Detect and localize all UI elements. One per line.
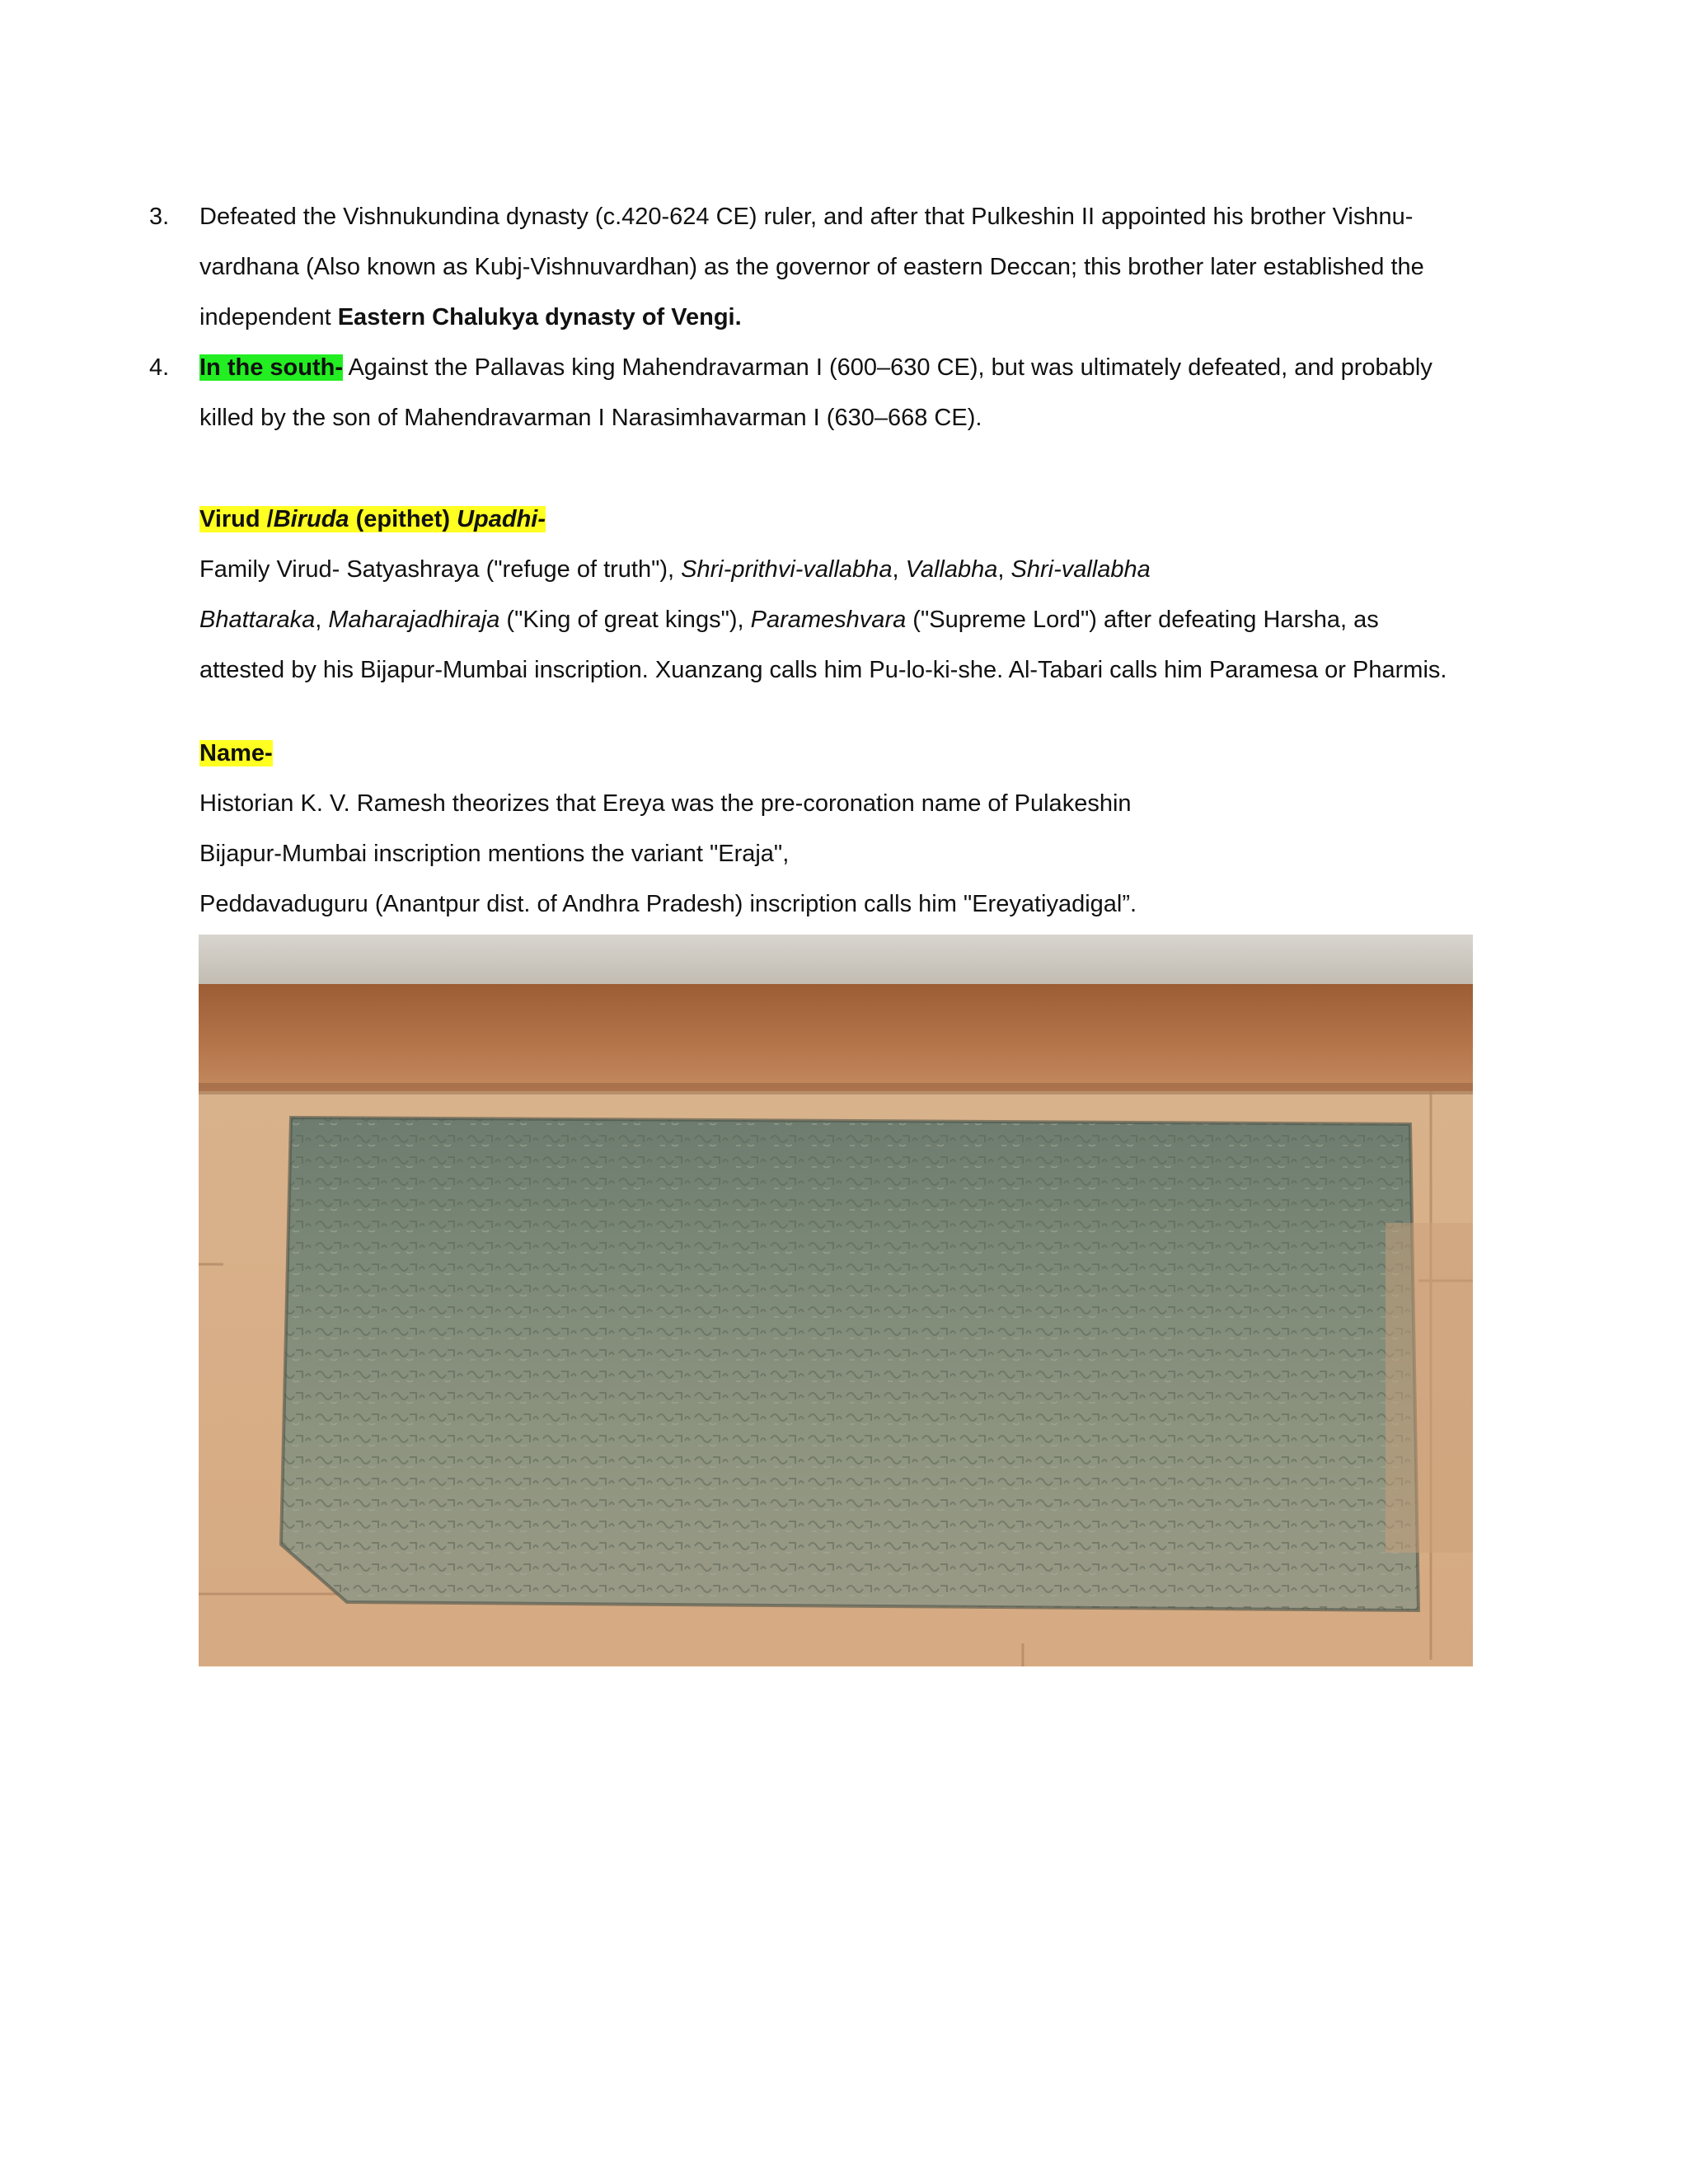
- bold-text: Eastern Chalukya dynasty of Vengi.: [337, 304, 742, 330]
- italic-text: Maharajadhiraja: [328, 607, 500, 633]
- text-line: Peddavaduguru (Anantpur dist. of Andhra Pradesh) inscription calls him "Ereyatiyadigal”.: [199, 891, 1137, 917]
- heading-highlight: Name-: [199, 740, 273, 766]
- inscription-photo: [199, 935, 1473, 1666]
- text-span: independent: [199, 304, 338, 330]
- list-number: 3.: [149, 204, 170, 230]
- heading-highlight: [199, 506, 546, 532]
- text-line: Bijapur-Mumbai inscription mentions the variant "Eraja",: [199, 841, 790, 867]
- text-span: ("Supreme Lord") after defeating Harsha, as: [906, 607, 1379, 633]
- text-line: [199, 293, 1493, 343]
- italic-text: Shri-vallabha: [1010, 556, 1151, 583]
- text-span: ,: [997, 556, 1011, 583]
- text-line: [199, 545, 1493, 595]
- text-line: vardhana (Also known as Kubj-Vishnuvardhan) as the governor of eastern Deccan; this brother later established the: [199, 254, 1424, 280]
- list-number: 4.: [149, 354, 170, 381]
- text-line: Defeated the Vishnukundina dynasty (c.420-624 CE) ruler, and after that Pulkeshin II appointed his brother Vishnu-: [199, 204, 1414, 230]
- heading-text: Virud /: [199, 506, 274, 532]
- italic-text: Parameshvara: [750, 607, 907, 633]
- list-item-text: [199, 192, 1493, 343]
- text-span: ,: [315, 607, 329, 633]
- name-section: [199, 729, 1493, 930]
- list-item-text: [199, 343, 1493, 443]
- text-span: ("King of great kings"),: [499, 607, 751, 633]
- italic-text: Shri-prithvi-vallabha: [681, 556, 893, 583]
- inscription-photo-graphic: [199, 935, 1473, 1666]
- virud-section: [199, 494, 1493, 696]
- highlight-text: In the south-: [199, 354, 343, 381]
- text-line: [199, 595, 1493, 645]
- text-line: Historian K. V. Ramesh theorizes that Ereya was the pre-coronation name of Pulakeshin: [199, 790, 1132, 817]
- section-heading: [199, 494, 1493, 545]
- heading-text: Biruda: [273, 506, 349, 532]
- heading-text: Upadhi-: [457, 506, 546, 532]
- text-line: [199, 343, 1493, 393]
- text-span: Family Virud- Satyashraya ("refuge of truth"),: [199, 556, 682, 583]
- heading-text: (epithet): [349, 506, 457, 532]
- text-line: attested by his Bijapur-Mumbai inscription. Xuanzang calls him Pu-lo-ki-she. Al-Tabari calls him Paramesa or Pharmis.: [199, 657, 1447, 683]
- section-heading: [199, 729, 1493, 779]
- text-span: Against the Pallavas king Mahendravarman I (600–630 CE), but was ultimately defeated, and probably: [342, 354, 1432, 381]
- italic-text: Vallabha: [905, 556, 998, 583]
- text-line: killed by the son of Mahendravarman I Narasimhavarman I (630–668 CE).: [199, 405, 982, 431]
- italic-text: Bhattaraka: [199, 607, 316, 633]
- text-span: ,: [892, 556, 906, 583]
